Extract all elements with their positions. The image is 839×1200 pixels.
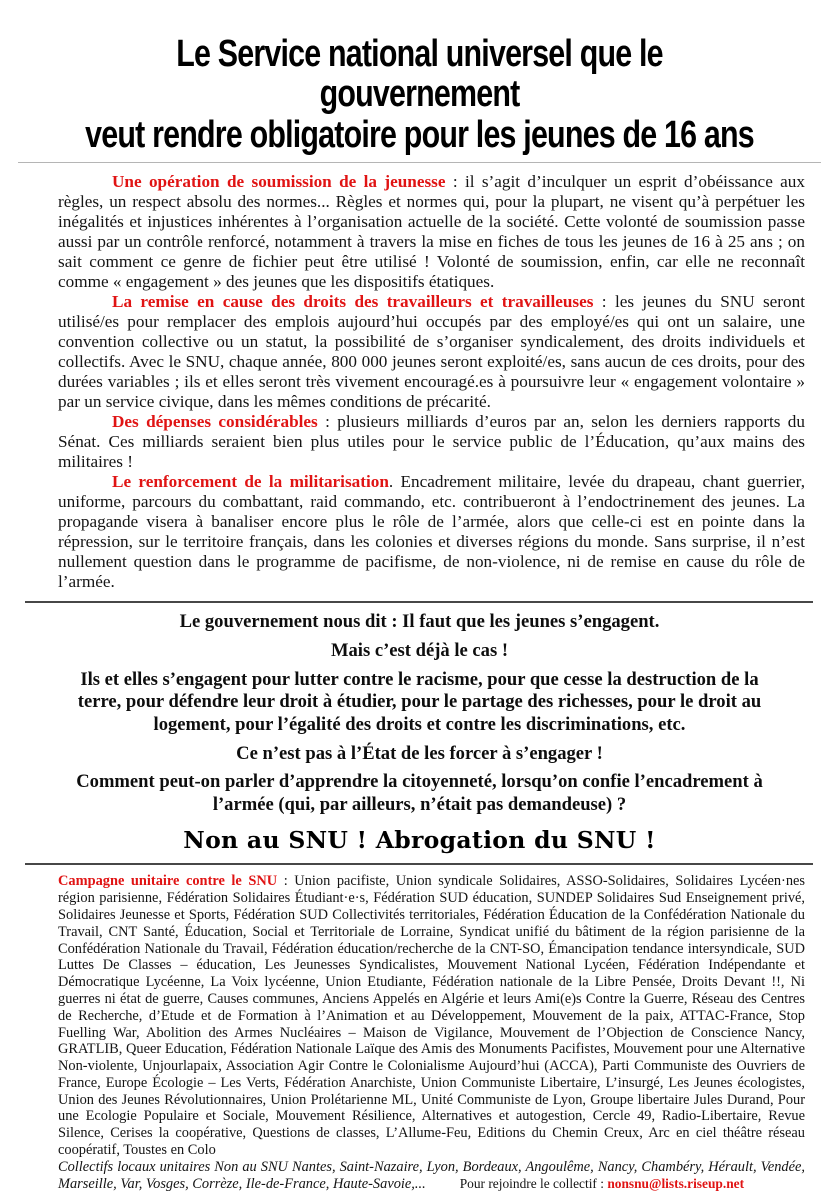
section-divider-top <box>25 601 813 603</box>
organizations-paragraph <box>58 873 805 1158</box>
title-divider <box>18 162 821 163</box>
already-the-case-line: Mais c’est déjà le cas ! <box>330 640 509 662</box>
organizations-list: Union pacifiste, Union syndicale Solidaires, ASSO-Solidaires, Solidaires Lycéen·nes région parisienne, Fédération Solidaires Étudiant·e·s, Fédération SUD éducation, SUNDEP Solidaires Sud Enseignement privé, Solidaires Jeunesse et Sports, Fédération SUD Collectivités territoriales, Fédération Éducation de la Confédération Nationale du Travail, CNT Santé, Éducation, Social et Territoriale de Lorraine, Syndicat unifié du bâtiment de la région parisienne de la Confédération Nationale du Travail, Fédération éducation/recherche de la CNT-SO, Émancipation tendance intersyndicale, SUD Luttes De Classes – éducation, Les Jeunesses Syndicalistes, Mouvement National Lycéen, Fédération Indépendante et Démocratique Lycéenne, La Voix lycéenne, Union Etudiante, Fédération nationale de la Libre Pensée, Droits Devant !!, Ni guerres ni état de guerre, Causes communes, Anciens Appelés en Algérie et leurs Ami(e)s Contre la Guerre, Réseau des Centres de Recherche, d’Etude et de Formation à l’Animation et au Développement, Mouvement de la paix, ATTAC-France, Stop Fuelling War, Abolition des Armes Nucléaires – Maison de Vigilance, Mouvement de l’Objection de Conscience Nancy, GRATLIB, Queer Education, Fédération Nationale Laïque des Amis des Monuments Pacifistes, Mouvement pour une Alternative Non-violente, Unjourlapaix, Association Agir Contre le Colonialisme Aujourd’hui (ACCA), Parti Communiste des Ouvriers de France, Europe Écologie – Les Verts, Fédération Anarchiste, Union Communiste Libertaire, L’insurgé, Les Jeunes écologistes, Union des Jeunes Révolutionnaires, Union Prolétarienne ML, Unité Communiste de Lyon, Groupe libertaire Jules Durand, Pour une Ecologie Populaire et Sociale, Mouvement Résilience, Alternatives et autogestion, Cercle 49, Radio-Libertaire, Revue Silence, Cerises la coopérative, Questions de classes, L’Allume-Feu, Editions du Chemin Creux, Arc en ciel théâtre réseau coopératif, Toustes en Colo <box>58 873 806 1158</box>
non-au-snu-slogan: Non au SNU ! Abrogation du SNU ! <box>183 825 656 854</box>
not-the-state-line: Ce n’est pas à l’État de les forcer à s’engager ! <box>236 742 603 764</box>
citizenship-question-paragraph: Comment peut-on parler d’apprendre la citoyenneté, lorsqu’on confie l’encadrement à l’armée (qui, par ailleurs, n’était pas demandeuse) ? <box>76 771 763 816</box>
paragraph-soumission-body: il s’agit d’inculquer un esprit d’obéissance aux règles, un respect absolu des normes... Règles et normes qui, pour la plupart, ne visent qu’à perpétuer les inégalités et injustices inhérentes à l’organisation actuelle de la société. Cette volonté de soumission passe aussi par un contrôle renforcé, notamment à travers la mise en fiches de tous les jeunes de 16 à 25 ans ; on sait comment ce genre de fichier peut être utilisé ! Volonté de soumission, enfin, car elle ne reconnaît comme « engagement » des jeunes que les dispositifs étatiques. <box>58 171 805 291</box>
paragraph-soumission-lead: Une opération de soumission de la jeunesse <box>112 171 446 191</box>
paragraph-militarisation-body: Encadrement militaire, levée du drapeau, chant guerrier, uniforme, parcours du combattant, raid commando, etc. contribueront à l’endoctrinement des jeunes. La propagande visera à banaliser encore plus le rôle de l’armée, alors que celle-ci est en pointe dans la répression, sur le territoire français, dans les colonies et diverses régions du monde. Sans surprise, il n’est nullement question dans le programme de pacifisme, de non-violence, ni de remise en cause du rôle de l’armée. <box>58 472 805 592</box>
signatories-section <box>0 873 839 1192</box>
paragraph-depenses-lead: Des dépenses considérables <box>112 412 318 432</box>
paragraph-droits <box>58 292 805 412</box>
contact-label: Pour rejoindre le collectif : <box>459 1175 608 1191</box>
slogan-section <box>0 611 839 854</box>
paragraph-droits-body: les jeunes du SNU seront utilisé/es pour remplacer des emplois aujourd’hui occupés par des employé/es qui ont un salaire, une convention collective ou un statut, la possibilité de s’organiser syndicalement, des droits individuels et collectifs. Avec le SNU, chaque année, 800 000 jeunes seront exploité/es, sans aucun de ces droits, pour des durées variables ; ils et elles seront très vivement encouragé.es à poursuivre leur « engagement volontaire » par un service civique, dans les mêmes conditions de précarité. <box>58 291 805 412</box>
paragraph-militarisation-lead: Le renforcement de la militarisation <box>112 472 389 492</box>
campaign-lead: Campagne unitaire contre le SNU <box>58 873 278 890</box>
argument-section <box>0 172 839 593</box>
paragraph-militarisation-sep: . <box>388 472 401 492</box>
contact-email-link[interactable]: nonsnu@lists.riseup.net <box>607 1175 745 1191</box>
section-divider-bottom <box>25 863 813 865</box>
paragraph-depenses-body: plusieurs milliards d’euros par an, selon les derniers rapports du Sénat. Ces milliards seraient bien plus utiles pour le service public de l’Éducation, qu’aux mains des militaires ! <box>58 412 805 472</box>
paragraph-militarisation <box>58 472 805 592</box>
collectives-paragraph <box>58 1159 805 1193</box>
paragraph-droits-sep: : <box>593 291 615 311</box>
title-line-1: Le Service national universel que le gouvernement <box>176 33 663 116</box>
page-title <box>84 34 755 155</box>
paragraph-depenses <box>58 412 805 472</box>
engagement-causes-paragraph: Ils et elles s’engagent pour lutter contre le racisme, pour que cesse la destruction de la terre, pour défendre leur droit à étudier, pour le partage des richesses, pour le droit au logement, pour l’égalité des droits et contre les discriminations, etc. <box>77 668 762 736</box>
paragraph-droits-lead: La remise en cause des droits des travailleurs et travailleuses <box>112 291 594 311</box>
government-says-line: Le gouvernement nous dit : Il faut que les jeunes s’engagent. <box>179 611 660 633</box>
paragraph-depenses-sep: : <box>317 412 338 432</box>
paragraph-soumission-sep: : <box>445 171 465 191</box>
local-collectives-list: Collectifs locaux unitaires Non au SNU Nantes, Saint-Nazaire, Lyon, Bordeaux, Angoulême, Nancy, Chambéry, Hérault, Vendée, Marseille, Var, Vosges, Corrèze, Ile-de-France, Haute-Savoie,... <box>58 1158 805 1192</box>
paragraph-soumission <box>58 172 805 292</box>
campaign-sep: : <box>277 873 295 890</box>
title-line-2: veut rendre obligatoire pour les jeunes de 16 ans <box>85 113 754 156</box>
